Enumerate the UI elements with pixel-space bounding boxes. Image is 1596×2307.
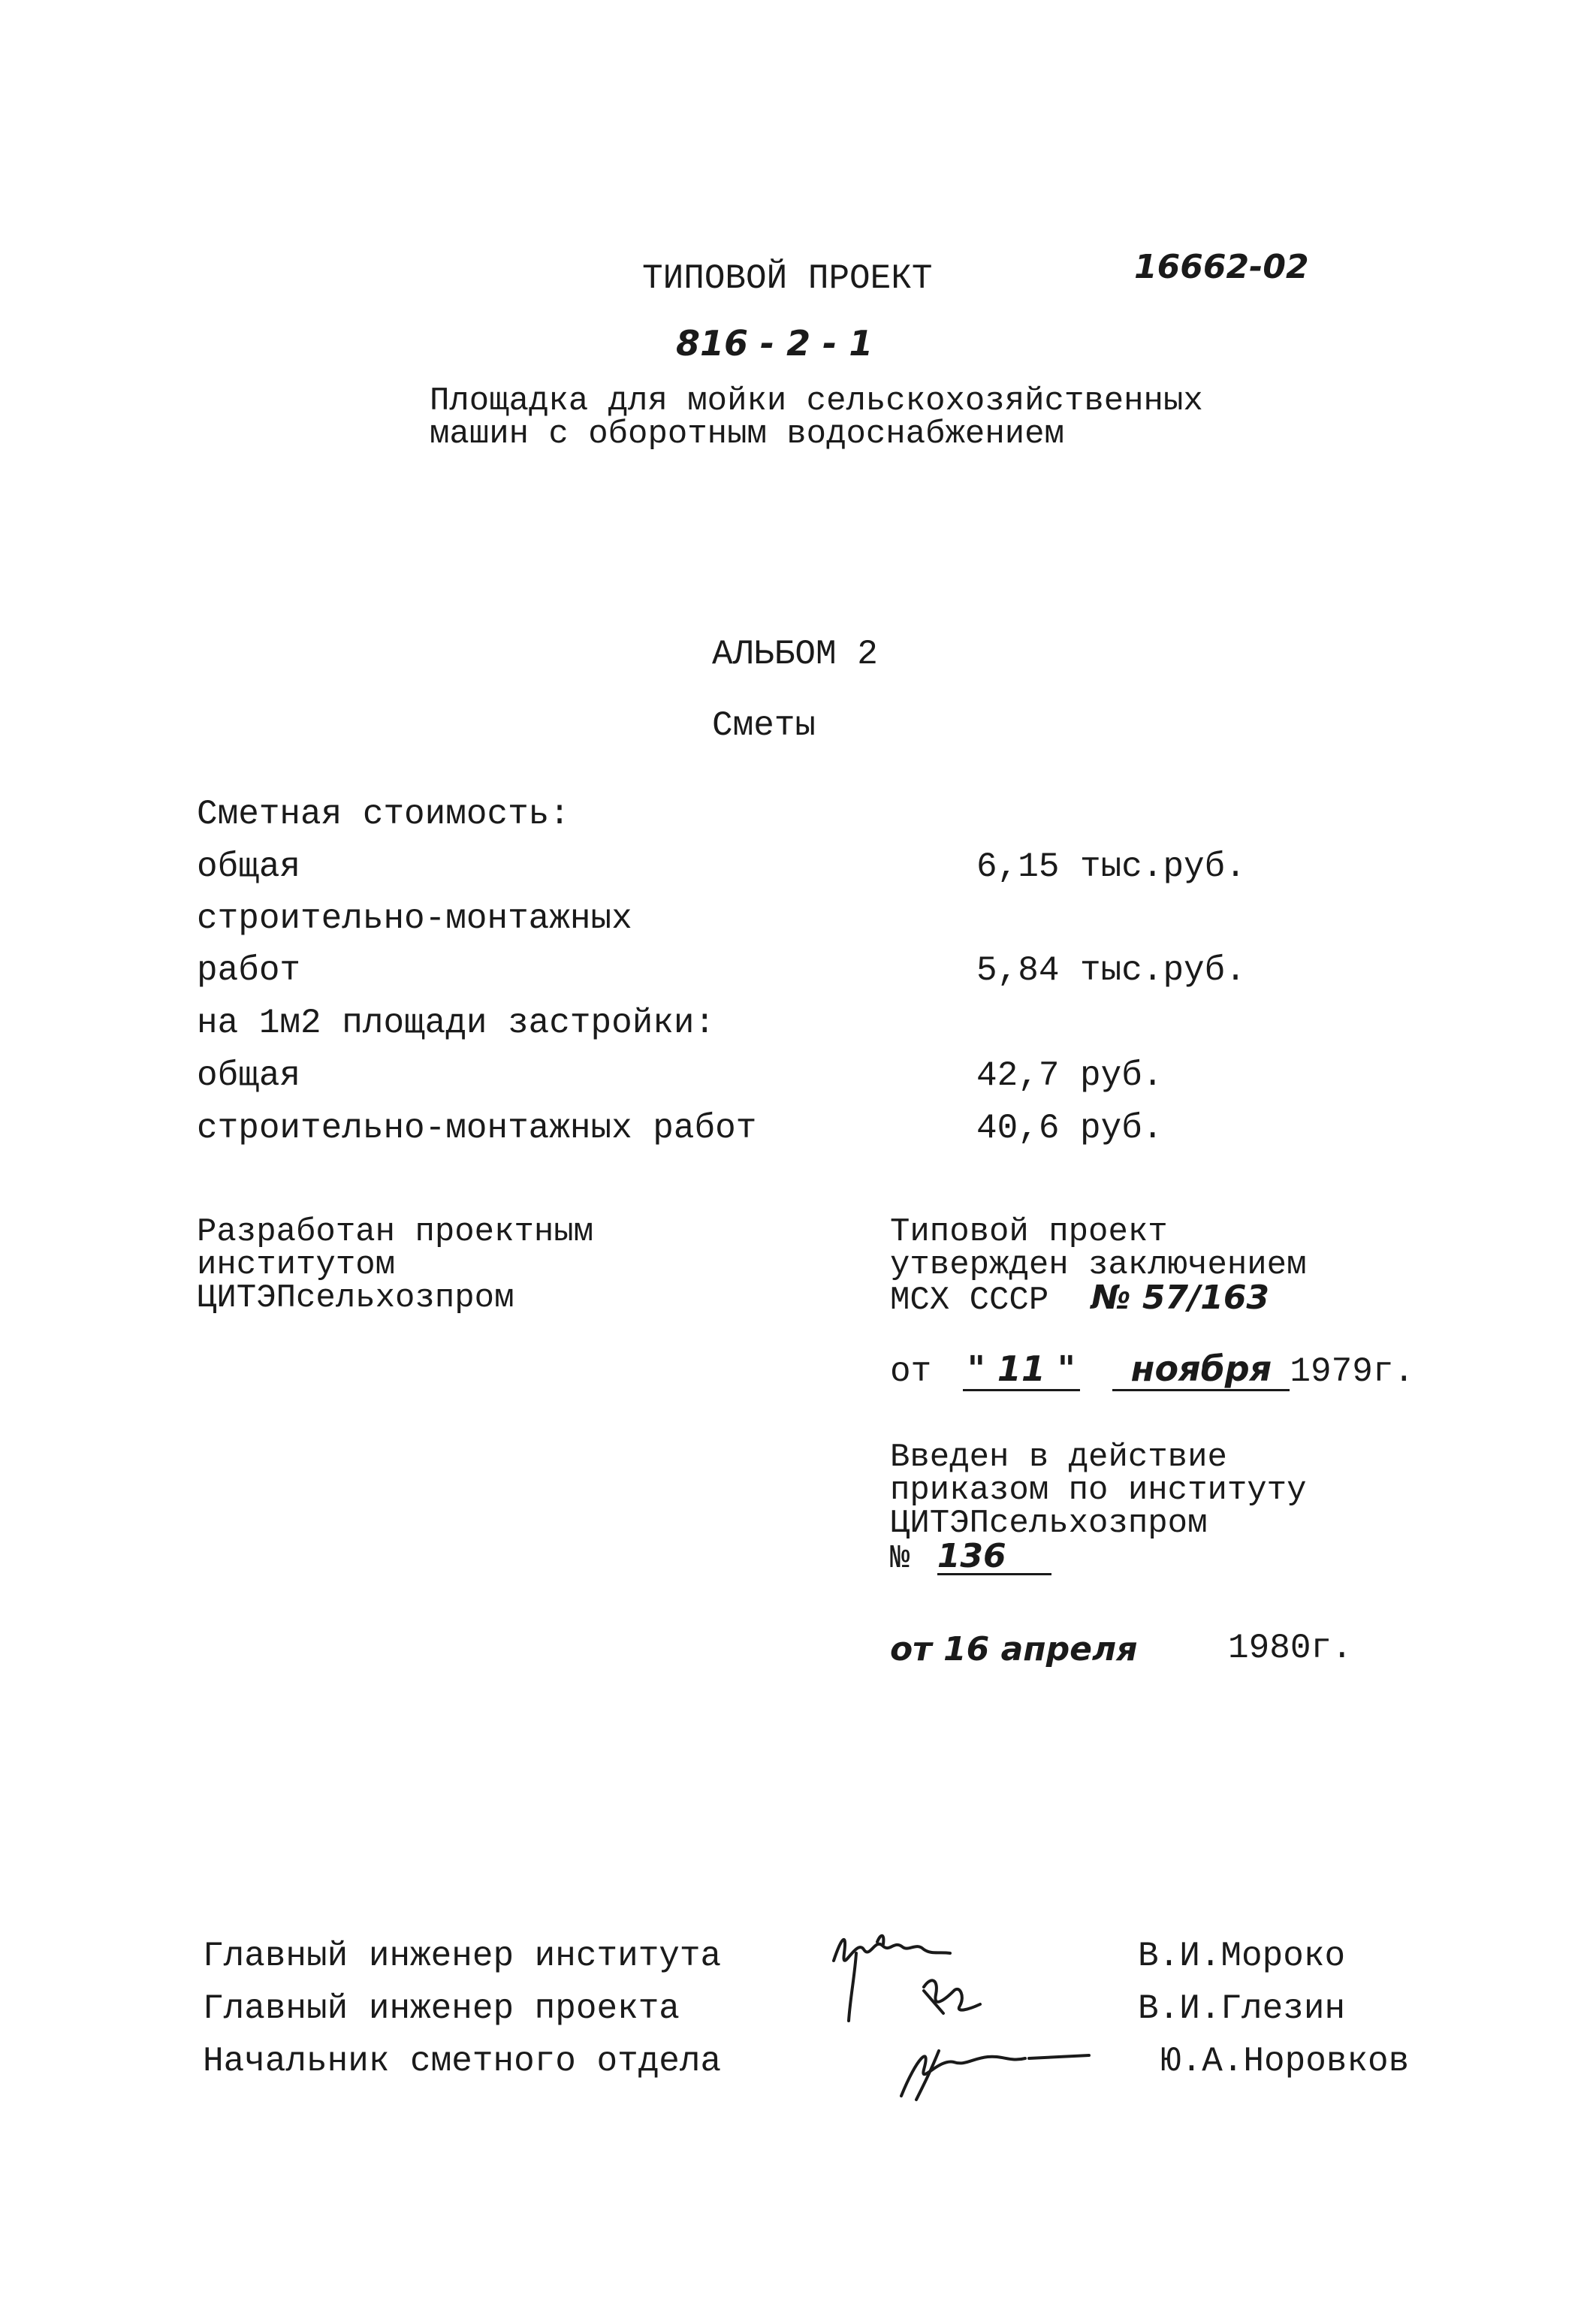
signature-position-3: Начальник сметного отдела [203,2042,722,2081]
enacted-block [890,1439,1307,1578]
cost-heading: Сметная стоимость: [197,795,570,834]
cost-label-total: общая [197,847,301,886]
enacted-date-handwritten: от 16 апреля [890,1630,1138,1668]
document-title: ТИПОВОЙ ПРОЕКТ [642,259,933,298]
approval-line-1: Типовой проект [890,1213,1168,1251]
enacted-line-3: ЦИТЭПсельхозпром [890,1505,1208,1542]
cost-value-total: 6,15 тыс.руб. [976,847,1246,886]
signature-name-1: В.И.Мороко [1138,1937,1346,1976]
developer-block [197,1215,593,1315]
enacted-line-2: приказом по институту [890,1472,1307,1509]
subtitle-line-2: машин с оборотным водоснабжением [430,415,1064,453]
album-label: АЛЬБОМ 2 [712,635,878,674]
approval-line-2: утвержден заключением [890,1246,1307,1284]
enacted-line-1: Введен в действие [890,1439,1227,1476]
enacted-year: 1980г. [1228,1629,1353,1668]
order-prefix: № [890,1540,910,1578]
cost-label-construction: строительно-монтажных [197,899,632,938]
approval-date-prefix: от [890,1352,932,1391]
album-name: Сметы [712,706,816,745]
developer-line-1: Разработан проектным [197,1213,594,1251]
cost-value-construction: 5,84 тыс.руб. [976,951,1246,990]
cost-label-per-m2-construction: строительно-монтажных работ [197,1109,757,1148]
approval-ministry: МСХ СССР [890,1282,1049,1319]
approval-line-3 [890,1279,1307,1319]
approval-day: " 11 " [963,1348,1080,1391]
conclusion-number: № 57/163 [1091,1279,1270,1317]
handwritten-number: 16662-02 [1134,248,1309,286]
approval-block [890,1215,1307,1317]
cost-value-per-m2-construction: 40,6 руб. [976,1109,1163,1148]
cost-value-per-m2-total: 42,7 руб. [976,1056,1163,1095]
approval-date [890,1348,1414,1391]
developer-line-3: ЦИТЭПсельхозпром [197,1279,514,1317]
order-number: 136 [937,1540,1051,1575]
signature-position-2: Главный инженер проекта [203,1989,680,2028]
approval-year: 1979г. [1290,1352,1415,1391]
cost-label-works: работ [197,951,301,990]
signature-name-3: Ю.А.Норовков [1160,2042,1410,2081]
cost-label-per-m2-total: общая [197,1056,301,1095]
approval-month: ноября [1112,1348,1290,1391]
project-subtitle [430,382,1203,453]
handwritten-signatures [811,1908,1157,2103]
signature-position-1: Главный инженер института [203,1937,722,1976]
enacted-order [890,1537,1307,1578]
signature-name-2: В.И.Глезин [1138,1989,1346,2028]
project-code: 816 - 2 - 1 [676,323,873,364]
subtitle-line-1: Площадка для мойки сельскохозяйственных [430,382,1203,420]
developer-line-2: институтом [197,1246,396,1284]
cost-per-m2-heading: на 1м2 площади застройки: [197,1004,716,1043]
